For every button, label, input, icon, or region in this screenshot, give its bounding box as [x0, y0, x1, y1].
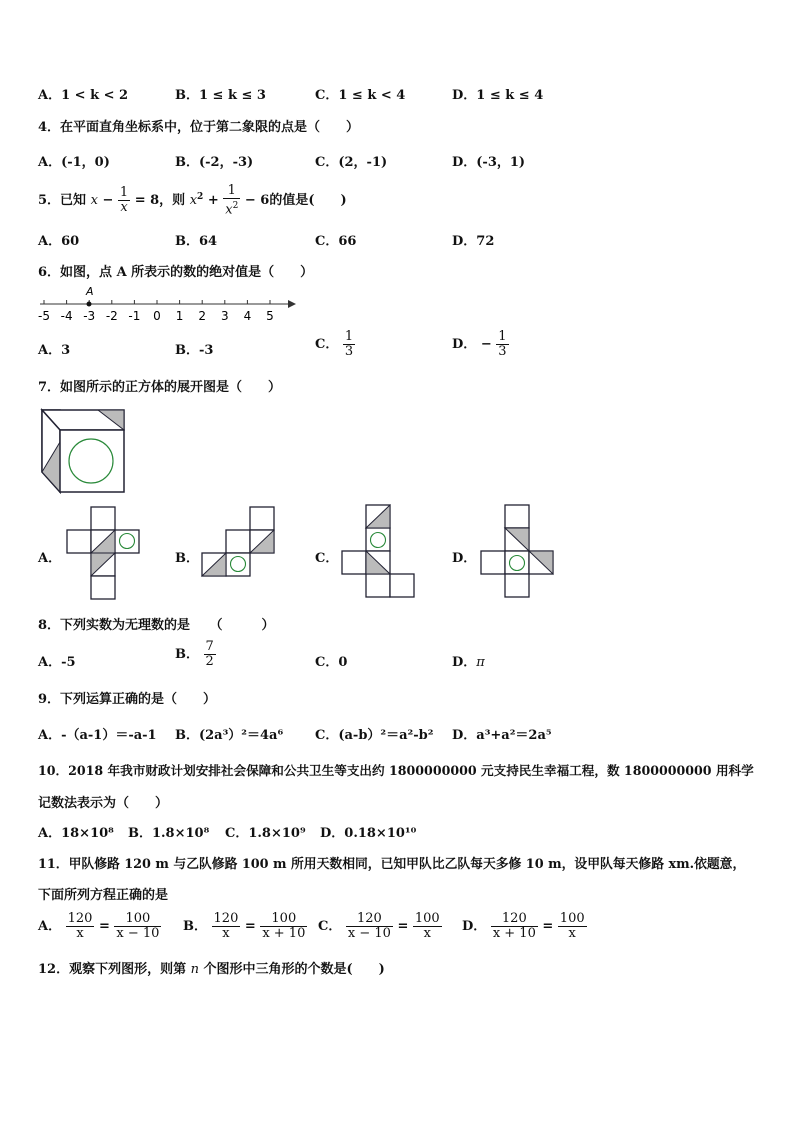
- number-line-tick-label: 3: [220, 309, 229, 323]
- q6-option-b: B．-3: [175, 343, 214, 358]
- q5-stem: 5．已知 x − $\frac{1}{x}$ = 8，则 $x^2$ + $\frac{1}{x^2}$ − 6的值是( ): [38, 183, 347, 218]
- q6-option-d-label: D．: [452, 337, 477, 352]
- q11-b-right-numerator: 100: [260, 912, 307, 927]
- net-option-d: [480, 504, 558, 602]
- q11-d-left-numerator: 120: [491, 912, 538, 927]
- q9-option-b: B．(2a³）²＝4a⁶: [175, 728, 284, 743]
- q6-d-minus: −: [480, 337, 492, 352]
- q11-option-d-label: D．: [462, 919, 487, 934]
- q6-option-c-label: C．: [315, 337, 339, 352]
- net-option-b: [201, 506, 279, 580]
- q4-option-a: A．(-1，0): [38, 155, 110, 170]
- q11-d-right-numerator: 100: [559, 911, 585, 926]
- q11-d-left-denominator: x + 10: [492, 926, 536, 941]
- q10-option-d: D．0.18×10¹⁰: [320, 826, 417, 841]
- q6-option-a: A．3: [38, 343, 71, 358]
- q7-option-c-label: C．: [315, 551, 339, 566]
- q11-option-c-label: C．: [318, 919, 342, 934]
- q11-a-left-numerator: 120: [67, 911, 93, 926]
- q11-option-c: C． $\frac{120}{x - 10}$ = $\frac{100}{x}$: [318, 911, 440, 941]
- number-line-tick-label: -5: [38, 309, 50, 323]
- q11-c-right-denominator: x: [423, 926, 431, 941]
- number-line-tick-label: 5: [266, 309, 274, 323]
- q5-option-a: A．60: [38, 234, 80, 249]
- number-line-tick-label: 2: [198, 309, 207, 323]
- q5-prefix: 5．已知: [38, 193, 87, 209]
- q6-d-denominator: 3: [498, 344, 507, 359]
- q11-a-right-denominator: x − 10: [116, 926, 160, 941]
- q7-option-b-label: B．: [175, 551, 199, 566]
- q5-option-d: D．72: [452, 234, 495, 249]
- q8-stem: 8．下列实数为无理数的是 （ ）: [38, 618, 275, 633]
- q4-option-c: C．(2，-1): [315, 155, 388, 170]
- q8-option-c: C．0: [315, 655, 348, 670]
- q4-option-b: B．(-2，-3): [175, 155, 254, 170]
- q11-a-left-denominator: x: [76, 926, 84, 941]
- q8-option-b-label: B．: [175, 647, 199, 662]
- number-line-tick-label: 4: [243, 309, 252, 323]
- q4-option-d: D．(-3，1): [452, 155, 526, 170]
- number-line-figure: [30, 282, 300, 324]
- q8-option-b: [175, 640, 216, 669]
- q3-option-d: D．1 ≤ k ≤ 4: [452, 88, 544, 103]
- q3-option-c: C．1 ≤ k < 4: [315, 88, 406, 103]
- q8-b-numerator: 7: [205, 639, 214, 654]
- q11-c-left-numerator: 120: [346, 912, 393, 927]
- q11-option-b: B． $\frac{120}{x}$ = $\frac{100}{x + 10}$: [183, 911, 306, 941]
- q6-d-numerator: 1: [498, 329, 507, 344]
- cube-figure: [36, 406, 128, 496]
- q12-variable: n: [190, 962, 199, 977]
- q6-c-denominator: 3: [344, 344, 354, 359]
- q10-option-c: C．1.8×10⁹: [225, 826, 306, 841]
- q8-b-denominator: 2: [205, 654, 214, 669]
- q6-option-d: [452, 330, 509, 359]
- net-option-c: [341, 504, 419, 602]
- q10-stem-line1: 10．2018 年我市财政计划安排社会保障和公共卫生等支出约 1800000000 元支持民生幸福工程，数 1800000000 用科学: [38, 763, 754, 778]
- q7-option-a-label: A．: [38, 551, 62, 566]
- q11-option-a-label: A．: [38, 919, 62, 934]
- q12-prefix: 12．观察下列图形，则第: [38, 962, 187, 977]
- q6-stem: 6．如图，点 A 所表示的数的绝对值是（ ）: [38, 265, 314, 280]
- q9-option-c: C．(a-b）²＝a²-b²: [315, 728, 434, 743]
- q8-option-d: [452, 651, 485, 670]
- number-line-tick-label: -3: [83, 309, 96, 323]
- q7-option-d-label: D．: [452, 551, 477, 566]
- q9-stem: 9．下列运算正确的是（ ）: [38, 692, 217, 707]
- q11-a-right-numerator: 100: [114, 912, 161, 927]
- q11-d-right-denominator: x: [568, 926, 576, 941]
- q11-option-b-label: B．: [183, 919, 207, 934]
- q11-b-left-numerator: 120: [213, 911, 239, 926]
- q12-stem: [38, 958, 385, 977]
- q3-option-b: B．1 ≤ k ≤ 3: [175, 88, 266, 103]
- number-line-tick-label: -1: [128, 309, 141, 323]
- q11-c-left-denominator: x − 10: [347, 926, 391, 941]
- q11-option-d: D． $\frac{120}{x + 10}$ = $\frac{100}{x}$: [462, 911, 585, 941]
- q5-equation: = 8，则: [134, 193, 186, 209]
- q8-option-d-label: D．: [452, 655, 477, 670]
- q11-b-left-denominator: x: [222, 926, 230, 941]
- q5-option-b: B．64: [175, 234, 218, 249]
- q10-option-a: A．18×10⁸: [38, 826, 114, 841]
- point-a-label: A: [86, 285, 94, 298]
- q6-option-c: [315, 330, 355, 359]
- number-line-tick-label: -2: [105, 309, 118, 323]
- q5-suffix: 的值是( ): [269, 193, 347, 209]
- number-line-tick-label: 0: [153, 309, 161, 323]
- q9-option-d: D．a³+a²＝2a⁵: [452, 728, 552, 743]
- q11-stem-line2: 下面所列方程正确的是: [38, 888, 169, 903]
- q11-b-right-denominator: x + 10: [262, 926, 306, 941]
- q10-option-b: B．1.8×10⁸: [128, 826, 210, 841]
- q6-c-numerator: 1: [344, 329, 354, 344]
- point-a-marker: [87, 302, 92, 307]
- q7-stem: 7．如图所示的正方体的展开图是（ ）: [38, 380, 282, 395]
- number-line-tick-label: 1: [175, 309, 184, 323]
- q4-stem: 4．在平面直角坐标系中，位于第二象限的点是（ ）: [38, 120, 360, 135]
- q11-c-right-numerator: 100: [414, 911, 440, 926]
- q11-stem-line1: 11．甲队修路 120 m 与乙队修路 100 m 所用天数相同，已知甲队比乙队每天多修 10 m，设甲队每天修路 xm.依题意，: [38, 857, 746, 872]
- q8-d-value: π: [476, 655, 485, 670]
- q3-option-a: A．1 < k < 2: [38, 88, 129, 103]
- q9-option-a: A．-（a-1）＝-a-1: [38, 728, 157, 743]
- q11-option-a: A． $\frac{120}{x}$ = $\frac{100}{x - 10}$: [38, 911, 160, 941]
- net-option-a: [66, 506, 142, 602]
- q8-option-a: A．-5: [38, 655, 76, 670]
- q12-suffix: 个图形中三角形的个数是( ): [203, 962, 385, 977]
- number-line-tick-label: -4: [60, 309, 73, 323]
- q10-stem-line2: 记数法表示为（ ）: [38, 796, 169, 811]
- q5-option-c: C．66: [315, 234, 357, 249]
